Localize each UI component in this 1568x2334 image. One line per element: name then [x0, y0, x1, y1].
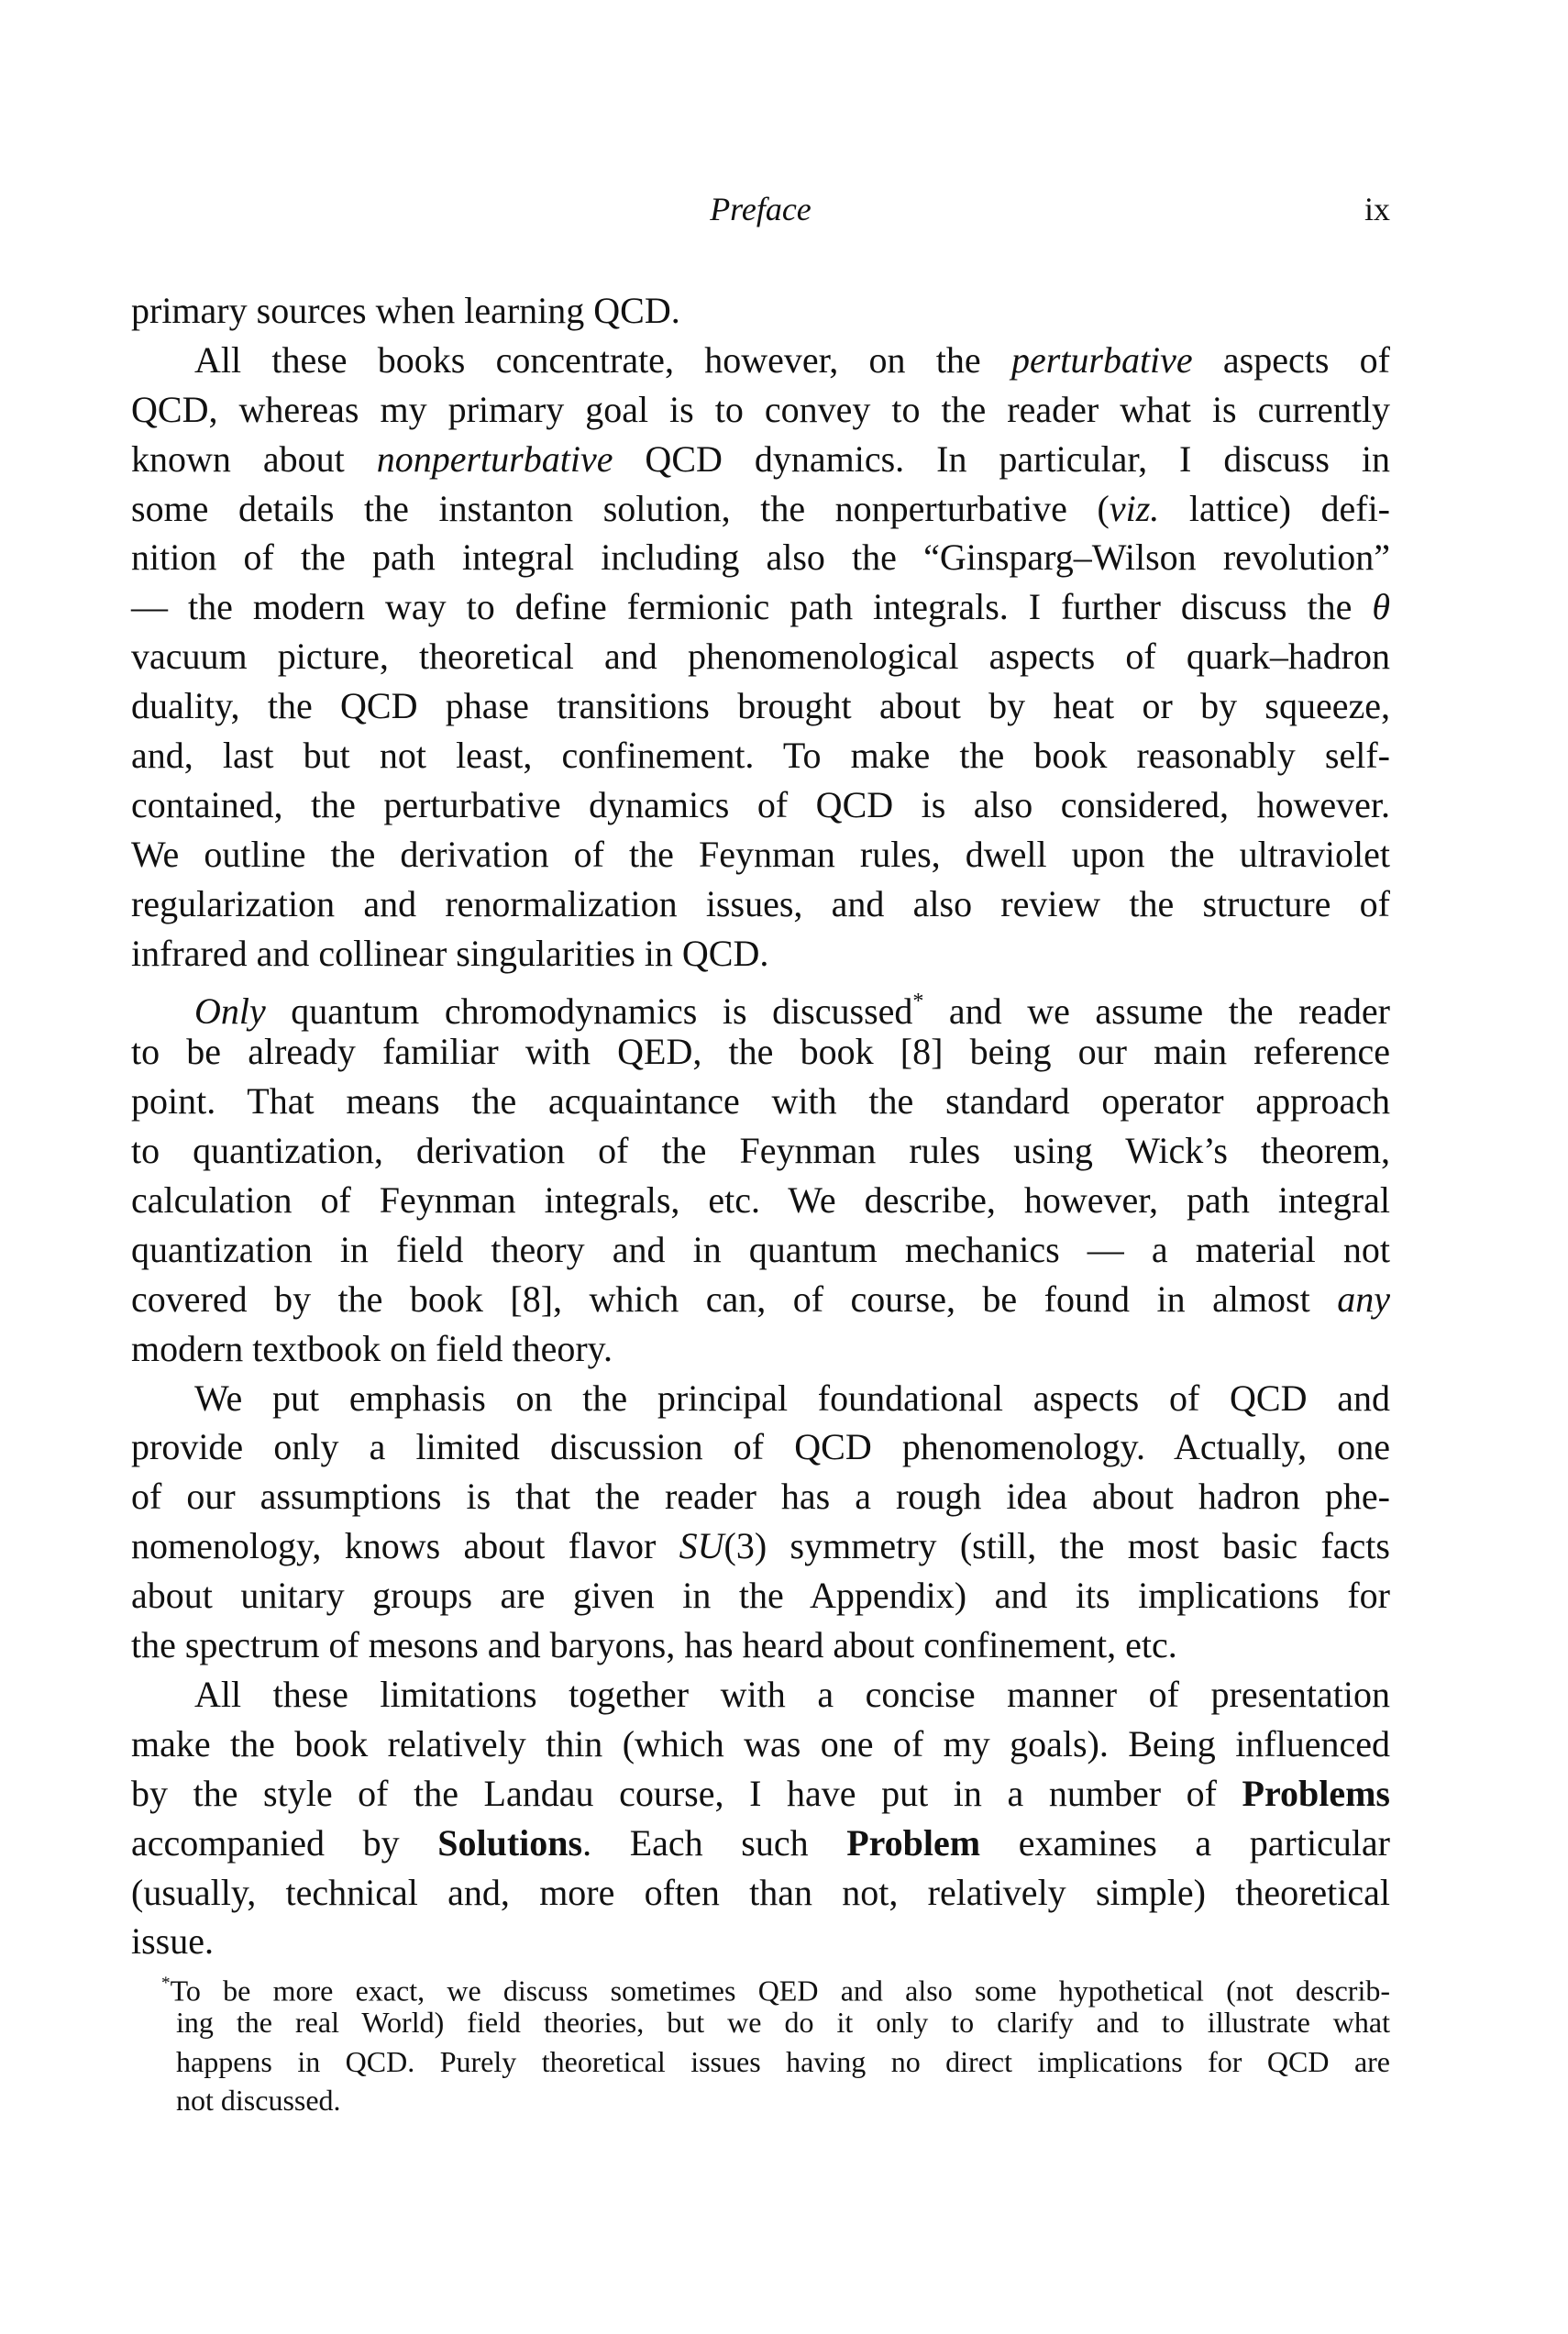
- text-segment: and we assume the reader: [923, 990, 1390, 1033]
- text-segment: Problem: [846, 1821, 981, 1864]
- text-segment: nition of the path integral including also the “Ginsparg–Wilson revolution”: [131, 536, 1390, 579]
- text-segment: about unitary groups are given in the Appendix) and its implications for: [131, 1575, 1390, 1617]
- text-line: [131, 1621, 1390, 1670]
- footnote-marker: *: [161, 1974, 171, 1993]
- text-segment: — the modern way to define fermionic path integrals. I further discuss the: [131, 586, 1373, 628]
- text-segment: ing the real World) field theories, but we do it only to clarify and to illustrate what: [176, 2006, 1390, 2040]
- text-line: [131, 1720, 1390, 1769]
- text-segment: happens in QCD. Purely theoretical issues having no direct implications for QCD are: [176, 2044, 1390, 2078]
- text-line: [131, 731, 1390, 780]
- text-line: [131, 484, 1390, 534]
- text-line: [131, 1769, 1390, 1819]
- text-segment: issue.: [131, 1920, 214, 1963]
- text-segment: nonperturbative: [376, 437, 613, 480]
- text-line: [131, 1422, 1390, 1472]
- text-line: [131, 286, 1390, 336]
- text-segment: quantum chromodynamics is discussed: [265, 990, 913, 1033]
- text-segment: nomenology, knows about flavor: [131, 1525, 679, 1567]
- text-segment: SU: [679, 1525, 724, 1567]
- text-line: [131, 1819, 1390, 1868]
- text-segment: primary sources when learning QCD.: [131, 290, 680, 331]
- text-segment: point. That means the acquaintance with the standard operator approach: [131, 1080, 1390, 1123]
- text-line: [131, 1571, 1390, 1621]
- text-segment: modern textbook on field theory.: [131, 1327, 613, 1369]
- footnote-line: [161, 2081, 1390, 2119]
- text-segment: (usually, technical and, more often than not, relatively simple) theoretical: [131, 1871, 1390, 1913]
- text-segment: provide only a limited discussion of QCD phenomenology. Actually, one: [131, 1426, 1390, 1468]
- text-segment: We put emphasis on the principal foundational aspects of QCD and: [194, 1377, 1390, 1419]
- text-segment: contained, the perturbative dynamics of QCD is also considered, however.: [131, 783, 1390, 825]
- text-line: [131, 385, 1390, 435]
- text-segment: θ: [1372, 586, 1390, 628]
- footnote: [161, 1964, 1390, 2120]
- page-number: ix: [1364, 191, 1390, 227]
- text-line: [131, 1077, 1390, 1126]
- text-segment: Problems: [1242, 1772, 1390, 1814]
- text-segment: accompanied by: [131, 1821, 438, 1864]
- text-segment: to be already familiar with QED, the book [8] being our main reference: [131, 1031, 1390, 1073]
- text-line: [131, 1126, 1390, 1176]
- text-segment: lattice) defi-: [1159, 487, 1391, 529]
- main-text: [131, 286, 1390, 1966]
- text-segment: quantization in field theory and in quantum mechanics — a material not: [131, 1228, 1390, 1270]
- footnote-marker: *: [912, 990, 924, 1014]
- text-segment: Only: [194, 990, 266, 1033]
- text-segment: viz.: [1109, 487, 1160, 529]
- text-segment: of our assumptions is that the reader has a rough idea about hadron phe-: [131, 1476, 1390, 1518]
- running-head-title: Preface: [710, 191, 812, 227]
- text-line: [131, 978, 1390, 1033]
- text-line: [131, 1521, 1390, 1571]
- text-segment: . Each such: [582, 1821, 847, 1864]
- text-segment: examines a particular: [980, 1821, 1390, 1864]
- text-line: [131, 632, 1390, 681]
- text-line: [131, 582, 1390, 632]
- text-segment: and, last but not least, confinement. To make the book reasonably self-: [131, 735, 1390, 777]
- text-line: [131, 879, 1390, 929]
- text-line: [131, 1917, 1390, 1966]
- text-line: [131, 435, 1390, 484]
- text-line: [131, 1868, 1390, 1918]
- text-segment: perturbative: [1010, 338, 1193, 381]
- text-segment: (3) symmetry (still, the most basic facts: [723, 1525, 1390, 1567]
- text-segment: make the book relatively thin (which was one of my goals). Being influenced: [131, 1722, 1390, 1764]
- text-line: [131, 1324, 1390, 1374]
- text-segment: We outline the derivation of the Feynman rules, dwell upon the ultraviolet: [131, 833, 1390, 875]
- text-segment: covered by the book [8], which can, of course, be found in almost: [131, 1278, 1338, 1320]
- text-segment: To be more exact, we discuss sometimes QED and also some hypothetical (not describ-: [170, 1974, 1390, 2008]
- text-segment: regularization and renormalization issues, and also review the structure of: [131, 882, 1390, 924]
- text-segment: All these books concentrate, however, on the: [194, 338, 1011, 381]
- text-segment: some details the instanton solution, the nonperturbative (: [131, 487, 1110, 529]
- text-segment: aspects of: [1192, 338, 1391, 381]
- footnote-line: [161, 2042, 1390, 2081]
- text-line: [131, 1670, 1390, 1720]
- text-line: [131, 780, 1390, 830]
- text-segment: calculation of Feynman integrals, etc. We describe, however, path integral: [131, 1179, 1390, 1222]
- text-line: [131, 533, 1390, 582]
- text-segment: the spectrum of mesons and baryons, has heard about confinement, etc.: [131, 1624, 1177, 1666]
- running-head: [131, 184, 1390, 234]
- text-segment: vacuum picture, theoretical and phenomenological aspects of quark–hadron: [131, 636, 1390, 678]
- text-segment: All these limitations together with a concise manner of presentation: [194, 1673, 1390, 1715]
- footnote-line: [161, 2003, 1390, 2041]
- text-segment: not discussed.: [176, 2084, 341, 2118]
- text-segment: Solutions: [437, 1821, 583, 1864]
- text-segment: duality, the QCD phase transitions brought about by heat or by squeeze,: [131, 685, 1390, 727]
- text-line: [131, 681, 1390, 731]
- text-segment: to quantization, derivation of the Feynman rules using Wick’s theorem,: [131, 1130, 1390, 1172]
- text-segment: QCD, whereas my primary goal is to convey to the reader what is currently: [131, 388, 1390, 430]
- text-line: [131, 929, 1390, 979]
- text-line: [131, 830, 1390, 879]
- text-segment: any: [1337, 1278, 1390, 1320]
- text-line: [131, 1275, 1390, 1324]
- text-segment: known about: [131, 437, 377, 480]
- text-line: [131, 1472, 1390, 1521]
- text-line: [131, 1176, 1390, 1225]
- text-line: [131, 336, 1390, 385]
- text-segment: QCD dynamics. In particular, I discuss in: [613, 437, 1390, 480]
- footnote-line: [161, 1964, 1390, 2008]
- text-line: [131, 1027, 1390, 1077]
- text-line: [131, 1225, 1390, 1275]
- text-segment: by the style of the Landau course, I have put in a number of: [131, 1772, 1242, 1814]
- text-segment: infrared and collinear singularities in QCD.: [131, 932, 769, 974]
- text-line: [131, 1374, 1390, 1423]
